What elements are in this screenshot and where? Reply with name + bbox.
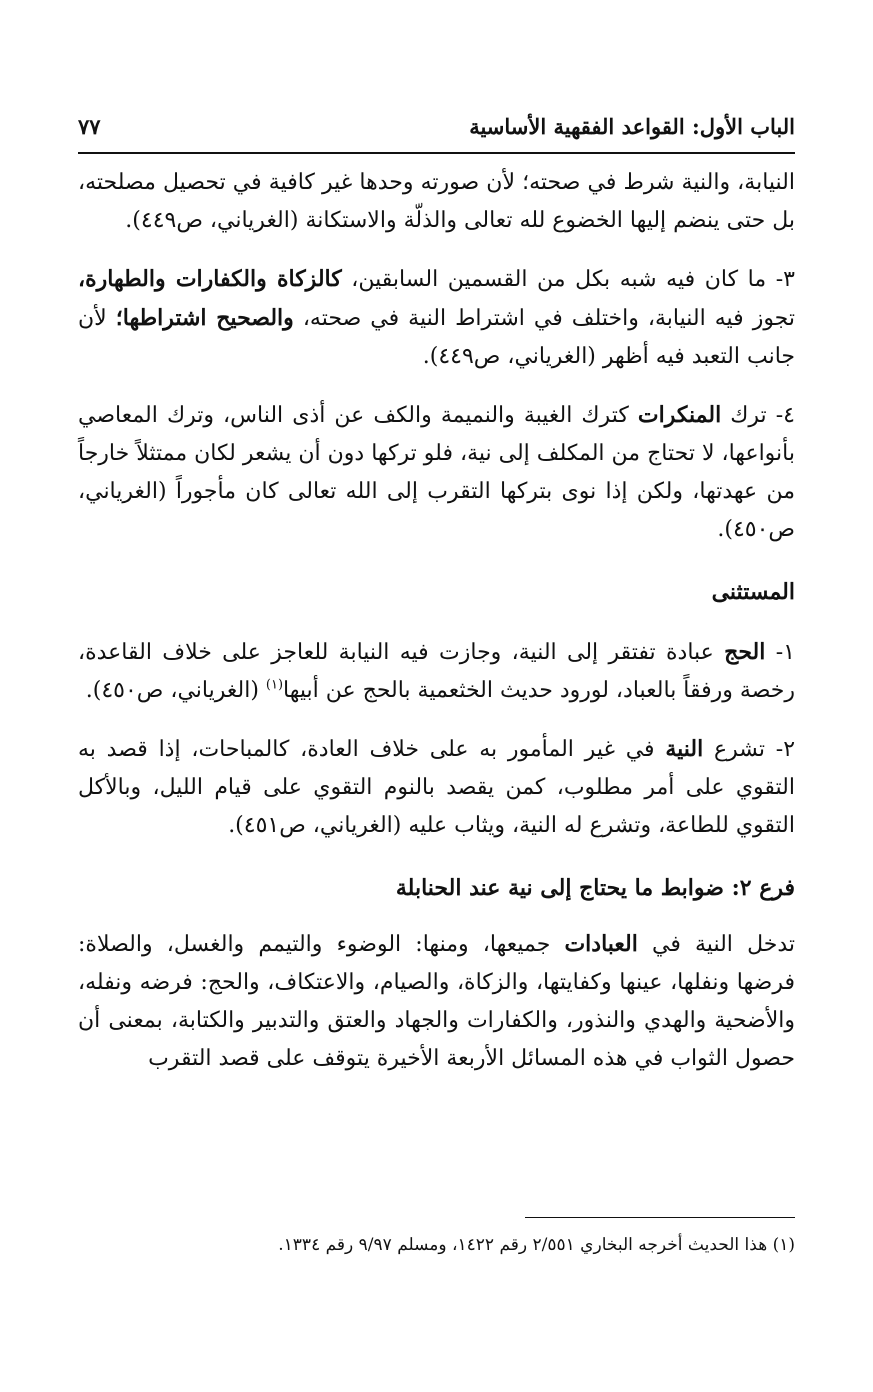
text-run: تجوز فيه النيابة، واختلف في اشتراط النية في صحته، (293, 306, 796, 331)
paragraph-continuation (78, 164, 795, 240)
text-run: لأن جانب التعبد فيه أظهر (الغرياني، ص٤٤٩). (78, 306, 795, 369)
text-run: ٣- ما كان فيه شبه بكل من القسمين السابقين، (341, 267, 795, 292)
paragraph-text: النيابة، والنية شرط في صحته؛ لأن صورته وحدها غير كافية في تحصيل مصلحته، بل حتى ينضم إليها الخضوع لله تعالى والذلّة والاستكانة (الغرياني، ص٤٤٩). (78, 170, 795, 233)
text-run: جميعها، ومنها: الوضوء والتيمم والغسل، والصلاة: فرضها ونفلها، عينها وكفايتها، والزكاة، والصيام، والاعتكاف، والحج: فرضه ونفله، والأضحية والهدي والنذور، والكفارات والجهاد والعتق والتدبير والكتابة، بمعنى أن حصول الثواب في هذه المسائل الأربعة الأخيرة يتوقف على قصد التقرب (78, 932, 795, 1071)
exception-item-1 (78, 633, 795, 710)
branch-paragraph (78, 925, 795, 1078)
text-run: كترك الغيبة والنميمة والكف عن أذى الناس، وترك المعاصي بأنواعها، لا تحتاج من المكلف إلى نية، فلو تركها دون أن يشعر لكان ممتثلاً خارجاً من عهدتها، ولكن إذا نوى بتركها التقرب إلى الله تعالى كان مأجوراً (الغرياني، ص٤٥٠). (78, 403, 795, 542)
running-header (78, 108, 795, 154)
text-run: عبادة تفتقر إلى النية، وجازت فيه النيابة للعاجز على خلاف القاعدة، رخصة ورفقاً بالعباد، لورود حديث الخثعمية بالحج عن أبيها (78, 640, 795, 703)
bold-run: الحج (724, 639, 766, 665)
text-run: تدخل النية في (637, 932, 795, 957)
bold-run: كالزكاة والكفارات والطهارة، (78, 266, 342, 292)
branch-heading: فرع ٢: ضوابط ما يحتاج إلى نية عند الحنابلة (395, 875, 795, 901)
main-text (78, 164, 795, 1098)
text-run: ٤- ترك (721, 403, 795, 428)
bold-run: النية (665, 736, 704, 762)
footnote: (١) هذا الحديث أخرجه البخاري ٢/٥٥١ رقم ١٤٢٢، ومسلم ٩/٩٧ رقم ١٣٣٤. (278, 1235, 795, 1255)
page-number: ٧٧ (78, 114, 101, 139)
paragraph-item-4 (78, 396, 795, 549)
chapter-title: الباب الأول: القواعد الفقهية الأساسية (469, 114, 795, 139)
paragraph-item-3 (78, 260, 795, 376)
footnote-ref[interactable]: (١) (265, 677, 284, 693)
bold-run: والصحيح اشتراطها؛ (115, 305, 294, 331)
text-run: (الغرياني، ص٤٥٠). (85, 678, 266, 703)
text-run: في غير المأمور به على خلاف العادة، كالمباحات، إذا قصد به التقوي على أمر مطلوب، كمن يقصد بالنوم التقوي على قيام الليل، وبالأكل التقوي للطاعة، وتشرع له النية، ويثاب عليه (الغرياني، ص٤٥١). (78, 737, 795, 838)
bold-run: المنكرات (637, 402, 722, 428)
bold-run: العبادات (564, 931, 638, 957)
exceptions-heading: المستثنى (711, 579, 795, 605)
footnote-divider (525, 1217, 795, 1218)
text-run: ١- (765, 640, 795, 665)
exception-item-2 (78, 730, 795, 845)
text-run: ٢- تشرع (703, 737, 796, 762)
